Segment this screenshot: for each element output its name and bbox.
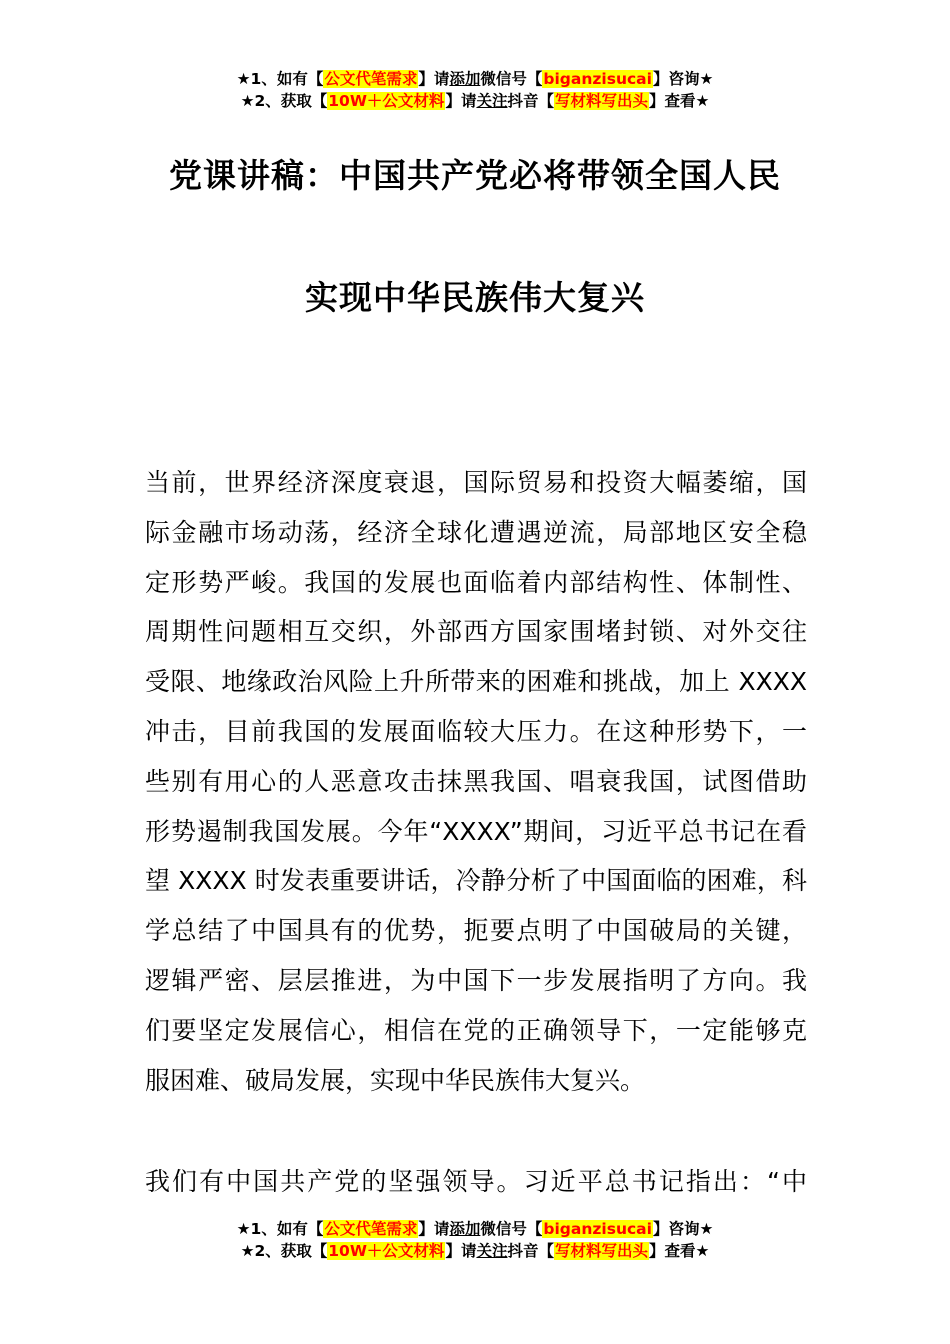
- promo-line-1: [0, 1218, 950, 1240]
- promo-text: 抖音【: [507, 92, 554, 110]
- paragraph-line: 服困难、破局发展，实现中华民族伟大复兴。: [145, 1065, 646, 1095]
- promo-highlight: 10W＋公文材料: [328, 1242, 445, 1260]
- promo-text: 】咨询★: [652, 1220, 714, 1238]
- paragraph-line: 我们有中国共产党的坚强领导。习近平总书记指出：“中: [145, 1167, 807, 1196]
- promo-highlight: 公文代笔需求: [324, 70, 418, 88]
- body-paragraph-2: [145, 1157, 807, 1207]
- promo-text: ★2、获取【: [240, 92, 328, 110]
- paragraph-line: 望 XXXX 时发表重要讲话，冷静分析了中国面临的困难，科: [145, 866, 807, 896]
- paragraph-line: 些别有用心的人恶意攻击抹黑我国、唱衰我国，试图借助: [145, 766, 807, 796]
- paragraph-line: 逻辑严密、层层推进，为中国下一步发展指明了方向。我: [145, 965, 807, 995]
- promo-text: 】查看★: [649, 1242, 710, 1260]
- promo-text: ★2、获取【: [240, 1242, 328, 1260]
- paragraph-line: 形势遏制我国发展。今年“XXXX”期间，习近平总书记在看: [145, 816, 807, 846]
- promo-text: 微信号【: [480, 1220, 543, 1238]
- promo-text: 微信号【: [480, 70, 543, 88]
- paragraph-line: 受限、地缘政治风险上升所带来的困难和挑战，加上 XXXX: [145, 667, 807, 697]
- header-promo-banner: [0, 68, 950, 112]
- paragraph-line: 当前，世界经济深度衰退，国际贸易和投资大幅萎缩，国: [145, 468, 807, 497]
- paragraph-line: 定形势严峻。我国的发展也面临着内部结构性、体制性、: [145, 567, 807, 597]
- promo-text: 】请: [445, 92, 477, 110]
- promo-text: ★1、如有【: [236, 1220, 324, 1238]
- promo-underlined: 添加: [449, 70, 481, 88]
- promo-highlight-douyin-id: 写材料写出头: [554, 92, 648, 110]
- document-title-line-2: 实现中华民族伟大复兴: [305, 278, 645, 317]
- promo-text: 】查看★: [649, 92, 710, 110]
- promo-line-2: [0, 90, 950, 112]
- footer-promo-banner: [0, 1218, 950, 1262]
- promo-text: 】请: [418, 1220, 450, 1238]
- paragraph-line: 冲击，目前我国的发展面临较大压力。在这种形势下，一: [145, 716, 807, 746]
- promo-underlined: 关注: [476, 92, 508, 110]
- paragraph-line: 学总结了中国具有的优势，扼要点明了中国破局的关键，: [145, 916, 807, 946]
- promo-text: ★1、如有【: [236, 70, 324, 88]
- promo-highlight: 10W＋公文材料: [328, 92, 445, 110]
- paragraph-line: 周期性问题相互交织，外部西方国家围堵封锁、对外交往: [145, 617, 807, 647]
- promo-underlined: 关注: [476, 1242, 508, 1260]
- promo-underlined: 添加: [449, 1220, 481, 1238]
- promo-line-2: [0, 1240, 950, 1262]
- paragraph-line: 们要坚定发展信心，相信在党的正确领导下，一定能够克: [145, 1015, 807, 1045]
- promo-text: 】咨询★: [652, 70, 714, 88]
- promo-highlight-douyin-id: 写材料写出头: [554, 1242, 648, 1260]
- promo-text: 】请: [418, 70, 450, 88]
- promo-highlight-wechat-id: biganzisucai: [543, 1220, 652, 1238]
- promo-highlight-wechat-id: biganzisucai: [543, 70, 652, 88]
- document-title-line-1: 党课讲稿：中国共产党必将带领全国人民: [169, 156, 781, 195]
- paragraph-line: 际金融市场动荡，经济全球化遭遇逆流，局部地区安全稳: [145, 517, 807, 547]
- promo-highlight: 公文代笔需求: [324, 1220, 418, 1238]
- promo-text: 抖音【: [507, 1242, 554, 1260]
- body-paragraph-1: [145, 458, 807, 1105]
- promo-text: 】请: [445, 1242, 477, 1260]
- promo-line-1: [0, 68, 950, 90]
